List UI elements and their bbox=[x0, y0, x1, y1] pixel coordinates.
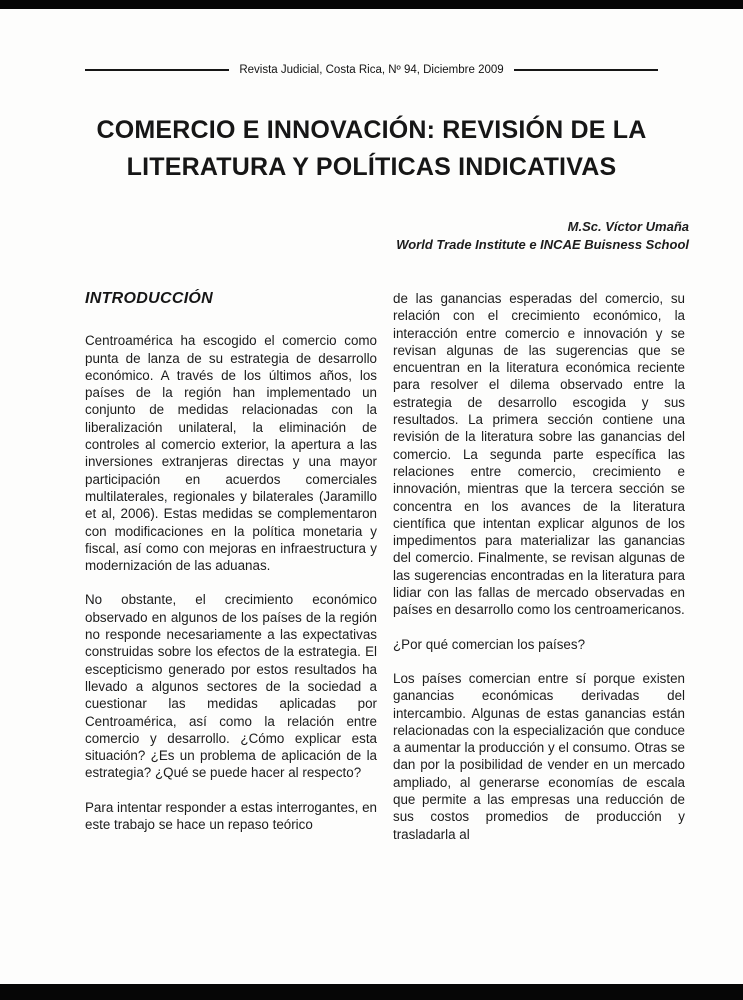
article-title-line2: LITERATURA Y POLÍTICAS INDICATIVAS bbox=[126, 153, 617, 181]
journal-header bbox=[85, 64, 658, 76]
paragraph: No obstante, el crecimiento económico observado en algunos de los países de la región no responde necesariamente a las expectativas construidas sobre los efectos de la estrategia. El escepticismo generado por estos resultados ha llevado a algunos sectores de la sociedad a cuestionar las medidas aplicadas por Centroamérica, así como la relación entre comercio y desarrollo. ¿Cómo explicar esta situación? ¿Es un problema de aplicación de la estrategia? ¿Qué se puede hacer al respecto? bbox=[85, 592, 377, 781]
author-affiliation: World Trade Institute e INCAE Buisness School bbox=[396, 237, 689, 252]
paragraph: Los países comercian entre sí porque existen ganancias económicas derivadas del intercambio. Algunas de estas ganancias están relacionadas con la especialización que conduce a aumentar la producción y el consumo. Otras se dan por la posibilidad de vender en un mercado ampliado, al generarse economías de escala que permite a las empresas una reducción de sus costos promedios de producción y trasladarla al bbox=[393, 670, 685, 842]
article-title-line1: COMERCIO E INNOVACIÓN: REVISIÓN DE LA bbox=[96, 116, 647, 144]
header-rule-right bbox=[514, 69, 658, 71]
paragraph: de las ganancias esperadas del comercio, su relación con el crecimiento económico, la interacción entre comercio e innovación y se revisan algunas de las sugerencias que se encuentran en la literatura económica reciente para resolver el dilema observado entre la estrategia de desarrollo escogida y sus resultados. La primera sección contiene una revisión de la literatura sobre las ganancias del comercio. La segunda parte específica las relaciones entre comercio, crecimiento e innovación, mientras que la tercera sección se concentra en los avances de la literatura científica que intentan explicar algunos de los impedimentos para materializar las ganancias del comercio. Finalmente, se revisan algunas de las sugerencias encontradas en la literatura para lidiar con las fallas de mercado observadas en países en desarrollo como los centroamericanos. bbox=[393, 291, 685, 618]
body-columns bbox=[85, 290, 685, 860]
paragraph: Centroamérica ha escogido el comercio como punta de lanza de su estrategia de desarrollo económico. A través de los últimos años, los países de la región han implementado un conjunto de medidas relacionadas con la liberalización unilateral, la eliminación de controles al comercio exterior, la apertura a las inversiones extranjeras directas y una mayor participación en acuerdos comerciales multilaterales, regionales y bilaterales (Jaramillo et al, 2006). Estas medidas se complementaron con modificaciones en la política monetaria y fiscal, así como con mejoras en infraestructura y modernización de las aduanas. bbox=[85, 333, 377, 574]
subsection-question: ¿Por qué comercian los países? bbox=[393, 636, 586, 652]
header-rule-left bbox=[85, 69, 229, 71]
right-column bbox=[393, 290, 685, 860]
author-name: M.Sc. Víctor Umaña bbox=[567, 219, 689, 234]
section-heading-introduccion: INTRODUCCIÓN bbox=[85, 290, 214, 307]
top-border-bar bbox=[0, 0, 743, 9]
author-block bbox=[396, 218, 689, 254]
bottom-border-bar bbox=[0, 984, 743, 1000]
article-title bbox=[0, 112, 743, 186]
journal-header-text: Revista Judicial, Costa Rica, Nº 94, Diciembre 2009 bbox=[239, 64, 504, 76]
paragraph: Para intentar responder a estas interrogantes, en este trabajo se hace un repaso teórico bbox=[85, 799, 377, 833]
left-column bbox=[85, 290, 377, 860]
